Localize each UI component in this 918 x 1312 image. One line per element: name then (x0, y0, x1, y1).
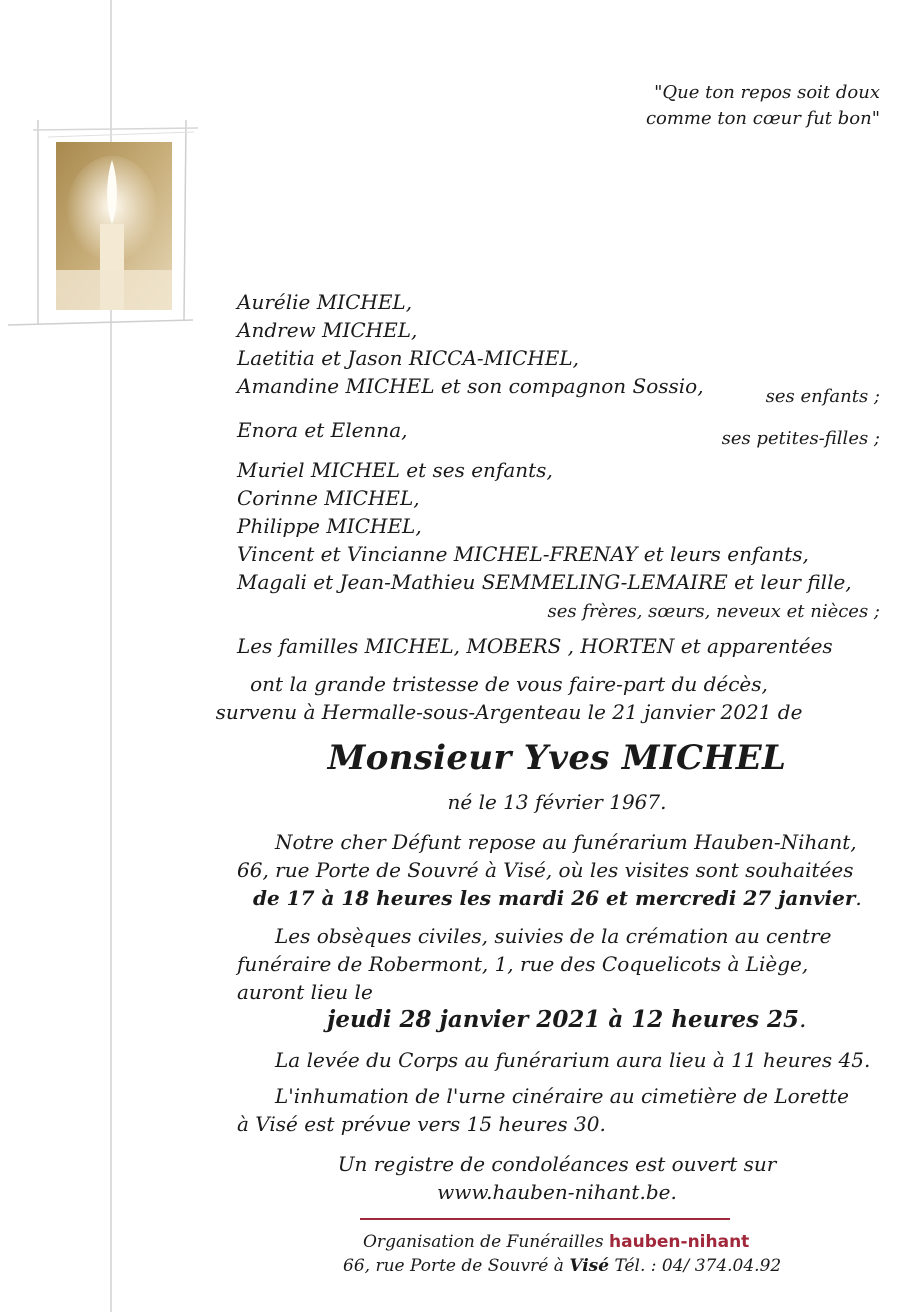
funeral-date-end: . (799, 1007, 807, 1033)
footer-phone: Tél. : 04/ 374.04.92 (614, 1256, 782, 1276)
quote-line-2: comme ton cœur fut bon" (645, 108, 880, 129)
register-url[interactable]: www.hauben-nihant.be. (437, 1180, 677, 1204)
footer-organisation (363, 1230, 749, 1254)
sibling-5: Magali et Jean-Mathieu SEMMELING-LEMAIRE et leur fille, (237, 570, 852, 594)
quote-line-1: "Que ton repos soit doux (654, 82, 880, 103)
funeral-line-1: Les obsèques civiles, suivies de la crémation au centre (275, 924, 832, 948)
register-line-1: Un registre de condoléances est ouvert sur (337, 1152, 777, 1176)
footer-address-prefix: 66, rue Porte de Souvré à (343, 1256, 564, 1276)
sibling-4: Vincent et Vincianne MICHEL-FRENAY et leurs enfants, (237, 542, 809, 566)
visit-hours-bold: de 17 à 18 heures les mardi 26 et mercredi 27 janvier (253, 886, 856, 910)
footer-city: Visé (569, 1256, 610, 1276)
visit-hours (253, 886, 862, 910)
siblings-label: ses frères, sœurs, neveux et nièces ; (547, 601, 880, 622)
funeral-line-2: funéraire de Robermont, 1, rue des Coquelicots à Liège, (237, 952, 809, 976)
birth-date: né le 13 février 1967. (447, 790, 667, 814)
brand-logo: hauben-nihant (609, 1232, 750, 1252)
child-3: Laetitia et Jason RICCA-MICHEL, (237, 346, 580, 370)
announcement-line-2: survenu à Hermalle-sous-Argenteau le 21 janvier 2021 de (215, 700, 803, 724)
sibling-3: Philippe MICHEL, (237, 514, 422, 538)
visit-hours-end: . (855, 886, 862, 910)
footer-divider (360, 1218, 730, 1220)
levee-line: La levée du Corps au funérarium aura lieu à 11 heures 45. (275, 1048, 871, 1072)
deceased-name: Monsieur Yves MICHEL (327, 738, 787, 778)
sibling-1: Muriel MICHEL et ses enfants, (237, 458, 553, 482)
families-line: Les familles MICHEL, MOBERS , HORTEN et apparentées (237, 634, 833, 658)
children-label: ses enfants ; (765, 386, 880, 407)
child-2: Andrew MICHEL, (237, 318, 418, 342)
footer-org-prefix: Organisation de Funérailles (363, 1232, 604, 1252)
sibling-2: Corinne MICHEL, (237, 486, 420, 510)
child-4: Amandine MICHEL et son compagnon Sossio, (237, 374, 704, 398)
funeral-line-3: auront lieu le (237, 980, 373, 1004)
burial-line-2: à Visé est prévue vers 15 heures 30. (237, 1112, 606, 1136)
burial-line-1: L'inhumation de l'urne cinéraire au cimetière de Lorette (275, 1084, 849, 1108)
footer-address (343, 1254, 781, 1278)
candle-icon (8, 120, 198, 330)
grandchildren: Enora et Elenna, (237, 418, 408, 442)
announcement-line-1: ont la grande tristesse de vous faire-part du décès, (250, 672, 768, 696)
funeral-date-bold: jeudi 28 janvier 2021 à 12 heures 25 (327, 1006, 800, 1033)
visit-line-2: 66, rue Porte de Souvré à Visé, où les visites sont souhaitées (237, 858, 854, 882)
grandchildren-label: ses petites-filles ; (721, 428, 880, 449)
funeral-date (327, 1008, 806, 1032)
child-1: Aurélie MICHEL, (237, 290, 413, 314)
visit-line-1: Notre cher Défunt repose au funérarium Hauben-Nihant, (275, 830, 857, 854)
